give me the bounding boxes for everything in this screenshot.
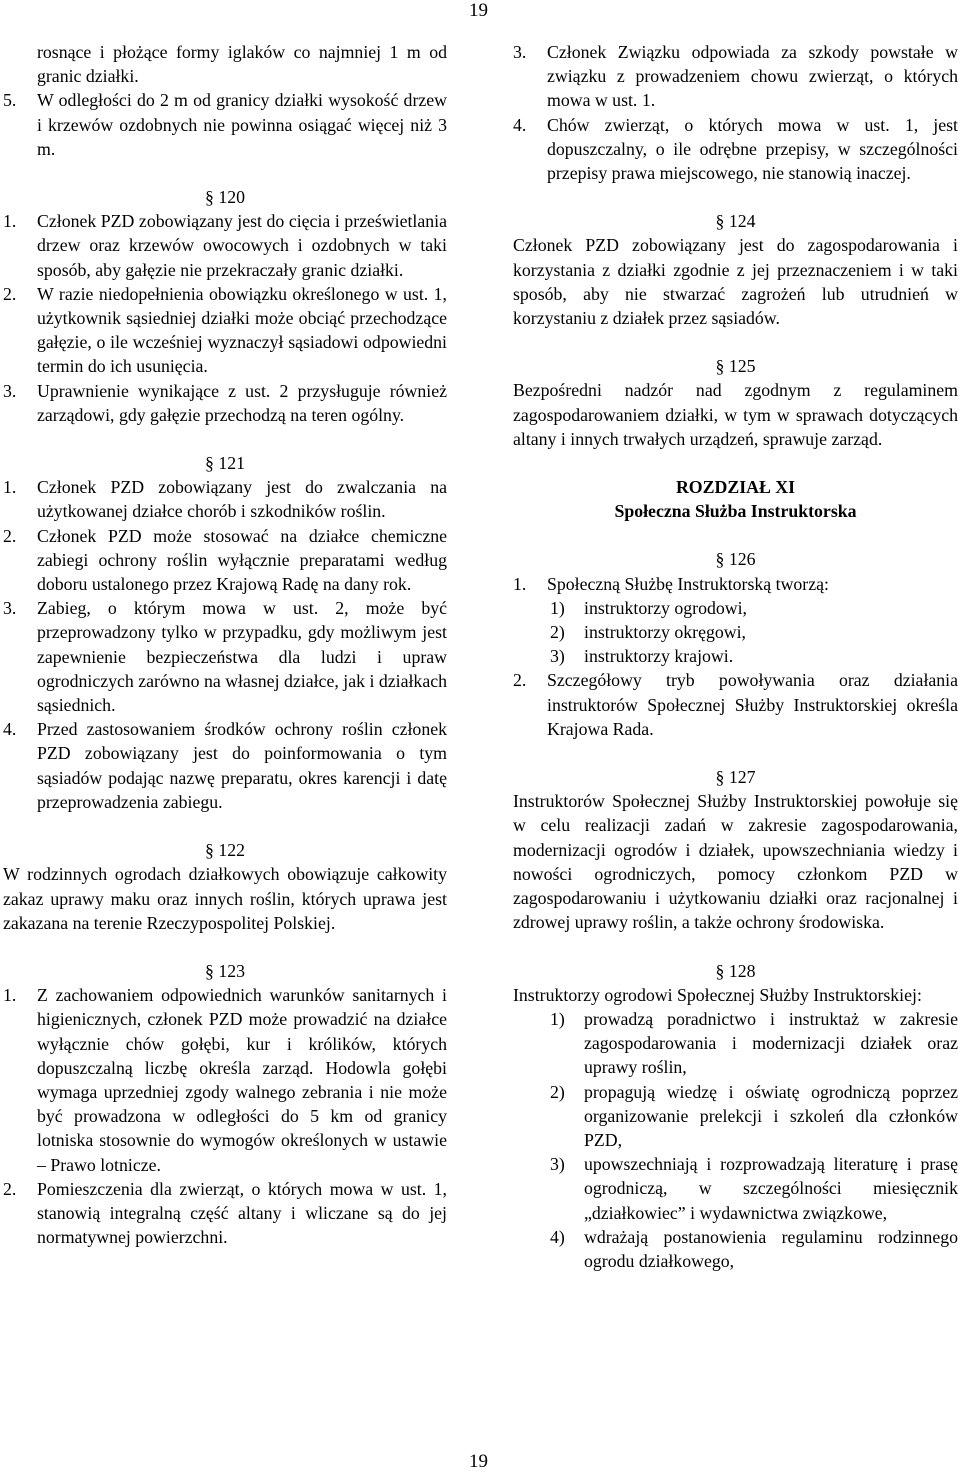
section-heading-123: § 123: [204, 960, 245, 981]
item-number: 2): [550, 1081, 565, 1102]
item-number: 2): [550, 622, 565, 643]
section-number: 128: [728, 960, 756, 981]
list-item: [513, 572, 958, 596]
section-heading-120: § 120: [204, 187, 245, 208]
list-item: [513, 668, 958, 741]
section-heading-122: § 122: [204, 840, 245, 861]
item-number: 1): [550, 597, 565, 618]
section-paragraph: Członek PZD zobowiązany jest do zagospodarowania i korzystania z działki zgodnie z jej przeznaczeniem i w taki sposób, aby nie stwarzać zagrożeń lub utrudnień w korzystaniu z działek przez sąsiadów.: [513, 235, 958, 329]
section-heading-126: § 126: [715, 549, 756, 570]
item-text: Przed zastosowaniem środków ochrony roślin członek PZD zobowiązany jest do poinformowania o tym sąsiadów podając nazwę preparatu, okres karencji i datę przeprowadzenia zabiegu.: [37, 719, 447, 812]
item-number: 4.: [513, 114, 527, 135]
item-text: prowadzą poradnictwo i instruktaż w zakresie zagospodarowania i modernizacji działek oraz uprawy roślin,: [584, 1008, 958, 1078]
item-text: Członek PZD zobowiązany jest do zwalczania na użytkowanej działce chorób i szkodników roślin.: [37, 477, 447, 522]
left-column: [3, 40, 447, 1249]
list-item: [513, 40, 958, 113]
section-paragraph: Bezpośredni nadzór nad zgodnym z regulaminem zagospodarowaniem działki, w tym w sprawach dotyczących altany i innych trwałych urządzeń, sprawuje zarząd.: [513, 380, 958, 449]
section-number: 124: [728, 211, 756, 232]
sub-list-item: [513, 1152, 958, 1225]
item-text: W razie niedopełnienia obowiązku określonego w ust. 1, użytkownik sąsiedniej działki może obciąć przechodzące gałęzie, o ile wcześniej wyznaczył sąsiadowi odpowiedni termin do ich usunięcia.: [37, 283, 447, 377]
chapter-title: ROZDZIAŁ XI: [675, 477, 796, 498]
sub-list-item: [513, 1007, 958, 1080]
section-paragraph: Instruktorów Społecznej Służby Instruktorskiej powołuje się w celu realizacji zadań w zakresie zagospodarowania, modernizacji ogrodów i działek, upowszechniania wiedzy i nowości ogrodniczych, pomocy członkom PZD w zagospodarowaniu i użytkowaniu działki oraz racjonalnej i zdrowej uprawy roślin, a także ochrony środowiska.: [513, 791, 958, 933]
section-paragraph: W rodzinnych ogrodach działkowych obowiązuje całkowity zakaz uprawy maku oraz innych roślin, których uprawa jest zakazana na terenie Rzeczypospolitej Polskiej.: [3, 864, 447, 933]
sub-list-item: [513, 644, 958, 668]
item-text: Członek PZD zobowiązany jest do cięcia i prześwietlania drzew oraz krzewów owocowych i ozdobnych w taki sposób, aby gałęzie nie przekraczały granic działki.: [37, 211, 447, 280]
item-text: upowszechniają i rozprowadzają literaturę i prasę ogrodniczą, w szczególności miesięcznik „działkowiec” i wydawnictwa związkowe,: [584, 1154, 958, 1223]
item-text: Uprawnienie wynikające z ust. 2 przysługuje również zarządowi, gdy gałęzie przechodzą na teren ogólny.: [37, 380, 447, 425]
item-number: 2.: [3, 1178, 17, 1199]
list-item: [3, 88, 447, 161]
section-number: 127: [728, 767, 756, 788]
right-column: [513, 40, 958, 1273]
section-number: 122: [218, 840, 245, 861]
list-item: [3, 282, 447, 379]
list-item: [3, 1177, 447, 1250]
item-text: instruktorzy krajowi.: [584, 646, 734, 667]
item-number: 1): [550, 1008, 565, 1029]
item-number: 5.: [3, 90, 17, 111]
section-heading-128: § 128: [715, 960, 756, 981]
section-heading-121: § 121: [204, 453, 245, 474]
item-text: Społeczną Służbę Instruktorską tworzą:: [547, 573, 829, 594]
item-number: 3.: [3, 598, 17, 619]
section-heading-124: § 124: [715, 211, 756, 232]
item-number: 1.: [513, 573, 527, 594]
section-number: 123: [218, 960, 245, 981]
item-text: Członek Związku odpowiada za szkody powstałe w związku z prowadzeniem chowu zwierząt, o których mowa w ust. 1.: [547, 42, 958, 111]
list-item: [513, 113, 958, 186]
sub-list-item: [513, 596, 958, 620]
item-number: 4.: [3, 719, 17, 740]
item-number: 1.: [3, 211, 17, 232]
item-text: Członek PZD może stosować na działce chemiczne zabiegi ochrony roślin wyłącznie preparatami według doboru ustalonego przez Krajową Radę na dany rok.: [37, 525, 447, 595]
item-text: propagują wiedzę i oświatę ogrodniczą poprzez organizowanie prelekcji i szkoleń dla członków PZD,: [584, 1081, 958, 1150]
item-number: 4): [550, 1226, 565, 1247]
item-number: 3): [550, 1154, 565, 1175]
continued-paragraph: rosnące i płożące formy iglaków co najmniej 1 m od granic działki.: [37, 42, 447, 87]
list-item: [3, 524, 447, 597]
section-number: 125: [728, 356, 756, 377]
item-text: instruktorzy ogrodowi,: [584, 597, 747, 618]
item-number: 1.: [3, 477, 17, 498]
section-heading-125: § 125: [715, 356, 756, 377]
chapter-subtitle: Społeczna Służba Instruktorska: [614, 501, 857, 522]
section-number: 121: [218, 453, 245, 474]
item-text: Pomieszczenia dla zwierząt, o których mowa w ust. 1, stanowią integralną część altany i wliczane są do jej normatywnej powierzchni.: [37, 1178, 447, 1248]
item-text: wdrażają postanowienia regulaminu rodzinnego ogrodu działkowego,: [584, 1226, 958, 1271]
item-text: W odległości do 2 m od granicy działki wysokość drzew i krzewów ozdobnych nie powinna osiągać więcej niż 3 m.: [37, 90, 447, 159]
section-paragraph: Instruktorzy ogrodowi Społecznej Służby Instruktorskiej:: [513, 984, 922, 1005]
list-item: [3, 379, 447, 427]
sub-list-item: [513, 1225, 958, 1273]
list-item: [3, 983, 447, 1177]
page-number-bottom: 19: [469, 1451, 488, 1472]
list-item: [3, 209, 447, 282]
item-text: instruktorzy okręgowi,: [584, 622, 746, 643]
page-number-top: 19: [469, 0, 488, 21]
list-item: [3, 717, 447, 814]
item-text: Zabieg, o którym mowa w ust. 2, może być przeprowadzony tylko w przypadku, gdy możliwym jest zapewnienie bezpieczeństwa dla ludzi i upraw ogrodniczych zarówno na własnej działce, jak i działkach sąsiednich.: [37, 598, 447, 716]
item-text: Z zachowaniem odpowiednich warunków sanitarnych i higienicznych, członek PZD może prowadzić na działce wyłącznie chów gołębi, kur i królików, których dopuszczalną liczbę określa zarząd. Hodowla gołębi wymaga uprzedniej zgody walnego zebrania i nie może być prowadzona w odległości do 5 km od granicy lotniska stosownie do wymogów określonych w ustawie – Prawo lotnicze.: [37, 985, 447, 1175]
sub-list-item: [513, 1080, 958, 1153]
item-text: Chów zwierząt, o których mowa w ust. 1, jest dopuszczalny, o ile odrębne przepisy, w szczególności przepisy prawa miejscowego, nie stanowią inaczej.: [547, 114, 958, 184]
item-number: 1.: [3, 985, 17, 1006]
item-number: 3.: [513, 42, 527, 62]
section-heading-127: § 127: [715, 767, 756, 788]
item-number: 2.: [3, 525, 17, 546]
item-text: Szczegółowy tryb powoływania oraz działania instruktorów Społecznej Służby Instruktorskiej określa Krajowa Rada.: [547, 670, 958, 739]
section-number: 120: [218, 187, 245, 208]
list-item: [3, 596, 447, 717]
item-number: 3): [550, 646, 565, 667]
item-number: 2.: [3, 283, 17, 304]
list-item: [3, 475, 447, 523]
section-number: 126: [728, 549, 756, 570]
item-number: 3.: [3, 380, 17, 401]
sub-list-item: [513, 620, 958, 644]
item-number: 2.: [513, 670, 527, 691]
